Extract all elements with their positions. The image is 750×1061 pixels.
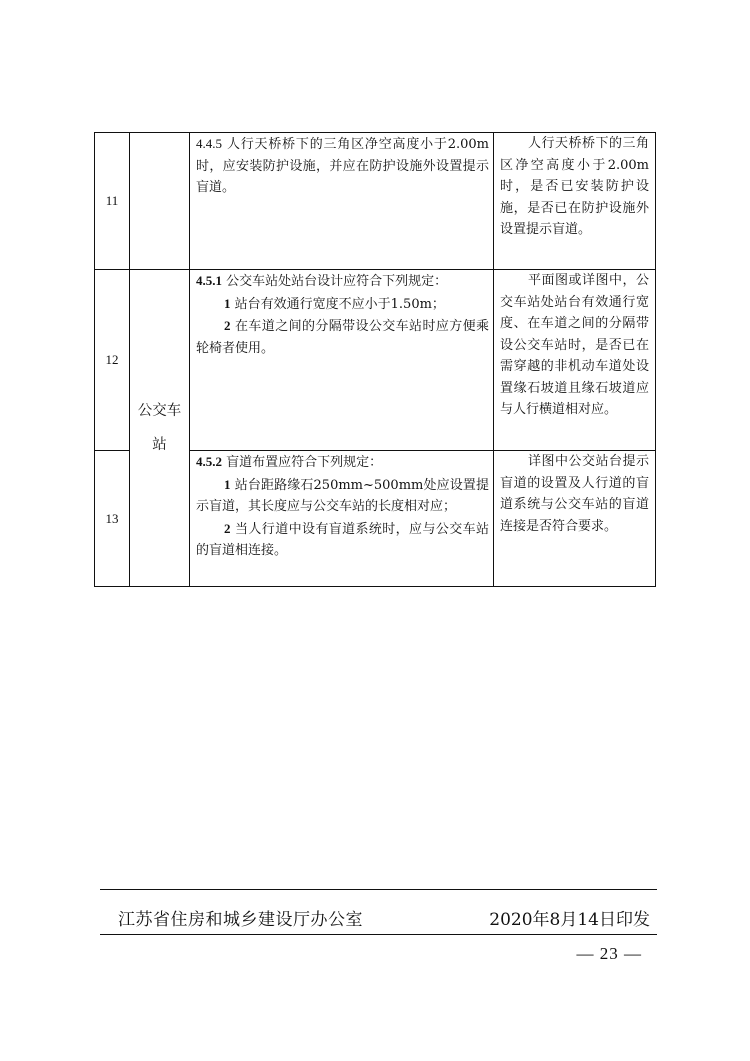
item-text: 站台距路缘石250mm~500mm处应设置提示盲道，其长度应与公交车站的长度相对应； bbox=[196, 477, 489, 514]
footer-bottom-rule bbox=[100, 934, 657, 935]
check-cell bbox=[494, 133, 656, 270]
clause-number: 4.5.2 bbox=[196, 454, 222, 469]
footer-issuer: 江苏省住房和城乡建设厅办公室 bbox=[118, 910, 363, 930]
item-text: 当人行道中设有盲道系统时，应与公交车站的盲道相连接。 bbox=[196, 521, 489, 558]
requirement-text: 公交车站处站台设计应符合下列规定： bbox=[226, 274, 448, 289]
requirement-cell bbox=[190, 133, 494, 270]
check-text: 平面图或详图中，公交车站处站台有效通行宽度、在车道之间的分隔带设公交车站时，是否已在需穿越的非机动车道处设置缘石坡道且缘石坡道应与人行横道相对应。 bbox=[500, 273, 649, 417]
category-cell bbox=[130, 270, 190, 587]
clause-number: 4.5.1 bbox=[196, 273, 222, 288]
table-row bbox=[95, 133, 656, 270]
table-row bbox=[95, 270, 656, 451]
item-number: 2 bbox=[224, 520, 231, 536]
clause-number: 4.4.5 bbox=[196, 136, 222, 151]
requirement-cell bbox=[190, 451, 494, 587]
item-number: 1 bbox=[224, 476, 231, 492]
requirement-text: 盲道布置应符合下列规定： bbox=[226, 455, 383, 470]
check-cell bbox=[494, 451, 656, 587]
check-cell bbox=[494, 270, 656, 451]
row-number: 12 bbox=[95, 270, 130, 451]
specification-table bbox=[94, 132, 656, 587]
row-number: 13 bbox=[95, 451, 130, 587]
row-number: 11 bbox=[95, 133, 130, 270]
requirement-cell bbox=[190, 270, 494, 451]
category-label: 公交车站 bbox=[137, 403, 182, 453]
page-number: — 23 — bbox=[576, 944, 642, 963]
footer-top-rule bbox=[100, 889, 657, 890]
category-cell-empty bbox=[130, 133, 190, 270]
item-number: 1 bbox=[224, 295, 231, 311]
item-text: 站台有效通行宽度不应小于1.50m； bbox=[234, 296, 445, 312]
check-text: 详图中公交站台提示盲道的设置及人行道的盲道系统与公交车站的盲道连接是否符合要求。 bbox=[500, 454, 649, 534]
item-number: 2 bbox=[224, 318, 231, 333]
check-text: 人行天桥桥下的三角区净空高度小于2.00m时，是否已安装防护设施，是否已在防护设施外设置提示盲道。 bbox=[500, 136, 649, 237]
requirement-text: 人行天桥桥下的三角区净空高度小于2.00m时，应安装防护设施，并应在防护设施外设置提示盲道。 bbox=[196, 137, 489, 195]
item-text: 在车道之间的分隔带设公交车站时应方便乘轮椅者使用。 bbox=[196, 319, 489, 356]
footer-issue-date: 2020年8月14日印发 bbox=[489, 910, 650, 930]
